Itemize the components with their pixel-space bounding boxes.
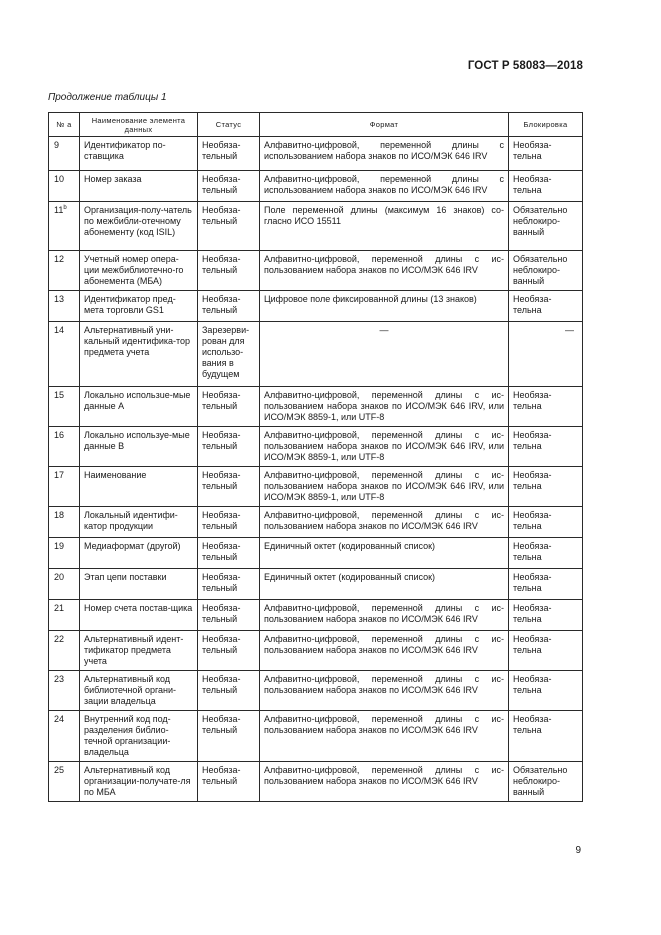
cell-number: 23 <box>49 671 80 711</box>
cell-lock: Необяза-тельна <box>509 137 583 171</box>
table-row <box>49 467 583 507</box>
table-row <box>49 427 583 467</box>
cell-lock: Необяза-тельна <box>509 467 583 507</box>
cell-number: 13 <box>49 291 80 322</box>
cell-lock: Необяза-тельна <box>509 291 583 322</box>
cell-number: 20 <box>49 569 80 600</box>
cell-format: Алфавитно-цифровой, переменной длины с ис-пользованием набора знаков по ИСО/МЭК 646 IRV <box>260 631 509 671</box>
cell-number: 25 <box>49 762 80 802</box>
cell-name: Локально использue-мые данные А <box>80 387 198 427</box>
cell-number: 9 <box>49 137 80 171</box>
data-elements-table <box>48 112 583 802</box>
cell-lock: Необяза-тельна <box>509 569 583 600</box>
cell-status: Необяза-тельный <box>198 171 260 202</box>
table-caption: Продолжение таблицы 1 <box>48 92 167 103</box>
cell-lock: Обязательно неблокиро-ванный <box>509 762 583 802</box>
cell-number: 12 <box>49 251 80 291</box>
cell-name: Внутренний код под-разделения библио-течной организации-владельца <box>80 711 198 762</box>
table-row <box>49 322 583 387</box>
cell-number: 18 <box>49 507 80 538</box>
cell-status: Необяза-тельный <box>198 538 260 569</box>
cell-format: Единичный октет (кодированный список) <box>260 538 509 569</box>
cell-number: 14 <box>49 322 80 387</box>
cell-name: Идентификатор пред-мета торговли GS1 <box>80 291 198 322</box>
cell-status: Необяза-тельный <box>198 569 260 600</box>
cell-name: Номер заказа <box>80 171 198 202</box>
cell-lock: Обязательно неблокиро-ванный <box>509 202 583 251</box>
cell-status: Необяза-тельный <box>198 507 260 538</box>
cell-number: 11$^b$ <box>49 202 80 251</box>
cell-lock: — <box>509 322 583 387</box>
cell-lock: Необяза-тельна <box>509 600 583 631</box>
cell-name: Локальный идентифи-катор продукции <box>80 507 198 538</box>
cell-status: Необяза-тельный <box>198 251 260 291</box>
cell-format: Алфавитно-цифровой, переменной длины с ис-пользованием набора знаков по ИСО/МЭК 646 IRV <box>260 711 509 762</box>
table-row <box>49 202 583 251</box>
cell-status: Необяза-тельный <box>198 291 260 322</box>
cell-name: Альтернативный код библиотечной органи-зации владельца <box>80 671 198 711</box>
cell-format: Алфавитно-цифровой, переменной длины с ис-пользованием набора знаков по ИСО/МЭК 646 IRV, или ИСО/МЭК 8859-1, или UTF-8 <box>260 467 509 507</box>
cell-format: Алфавитно-цифровой, переменной длины с ис-пользованием набора знаков по ИСО/МЭК 646 IRV <box>260 600 509 631</box>
cell-status: Необяза-тельный <box>198 202 260 251</box>
cell-number: 10 <box>49 171 80 202</box>
cell-format: Алфавитно-цифровой, переменной длины с ис-пользованием набора знаков по ИСО/МЭК 646 IRV <box>260 507 509 538</box>
cell-name: Медиаформат (другой) <box>80 538 198 569</box>
page-number: 9 <box>575 845 581 856</box>
cell-name: Идентификатор по-ставщика <box>80 137 198 171</box>
cell-status: Необяза-тельный <box>198 711 260 762</box>
cell-name: Локально используе-мые данные В <box>80 427 198 467</box>
table-row <box>49 171 583 202</box>
cell-name: Наименование <box>80 467 198 507</box>
cell-format: Алфавитно-цифровой, переменной длины с использованием набора знаков по ИСО/МЭК 646 IRV <box>260 171 509 202</box>
table-header-row <box>49 113 583 137</box>
cell-number: 21 <box>49 600 80 631</box>
table-body <box>49 137 583 802</box>
cell-lock: Необяза-тельна <box>509 671 583 711</box>
cell-status: Необяза-тельный <box>198 387 260 427</box>
table-row <box>49 291 583 322</box>
cell-status: Необяза-тельный <box>198 137 260 171</box>
cell-format: Алфавитно-цифровой, переменной длины с использованием набора знаков по ИСО/МЭК 646 IRV <box>260 137 509 171</box>
cell-lock: Необяза-тельна <box>509 387 583 427</box>
table-row <box>49 538 583 569</box>
cell-name: Этап цепи поставки <box>80 569 198 600</box>
table-row <box>49 762 583 802</box>
cell-lock: Необяза-тельна <box>509 631 583 671</box>
cell-lock: Обязательно неблокиро-ванный <box>509 251 583 291</box>
table-row <box>49 671 583 711</box>
cell-lock: Необяза-тельна <box>509 538 583 569</box>
table-row <box>49 387 583 427</box>
cell-format: Алфавитно-цифровой, переменной длины с ис-пользованием набора знаков по ИСО/МЭК 646 IRV, или ИСО/МЭК 8859-1, или UTF-8 <box>260 387 509 427</box>
cell-format: Цифровое поле фиксированной длины (13 знаков) <box>260 291 509 322</box>
cell-name: Номер счета постав-щика <box>80 600 198 631</box>
col-header-status: Статус <box>198 113 260 137</box>
table-row <box>49 600 583 631</box>
table-row <box>49 251 583 291</box>
cell-name: Альтернативный идент-тификатор предмета учета <box>80 631 198 671</box>
table-row <box>49 711 583 762</box>
cell-number: 22 <box>49 631 80 671</box>
cell-status: Необяза-тельный <box>198 600 260 631</box>
cell-format: Поле переменной длины (максимум 16 знаков) со-гласно ИСО 15511 <box>260 202 509 251</box>
cell-number: 17 <box>49 467 80 507</box>
cell-format: Алфавитно-цифровой, переменной длины с ис-пользованием набора знаков по ИСО/МЭК 646 IRV <box>260 251 509 291</box>
cell-number: 19 <box>49 538 80 569</box>
cell-name: Альтернативный код организации-получате-ля по МБА <box>80 762 198 802</box>
document-code: ГОСТ Р 58083—2018 <box>467 60 583 72</box>
cell-number: 16 <box>49 427 80 467</box>
cell-number: 15 <box>49 387 80 427</box>
col-header-number: № а <box>49 113 80 137</box>
cell-format: Алфавитно-цифровой, переменной длины с ис-пользованием набора знаков по ИСО/МЭК 646 IRV <box>260 762 509 802</box>
col-header-lock: Блокировка <box>509 113 583 137</box>
cell-status: Необяза-тельный <box>198 631 260 671</box>
table-row <box>49 507 583 538</box>
cell-status: Необяза-тельный <box>198 467 260 507</box>
cell-format: Алфавитно-цифровой, переменной длины с ис-пользованием набора знаков по ИСО/МЭК 646 IRV, или ИСО/МЭК 8859-1, или UTF-8 <box>260 427 509 467</box>
cell-lock: Необяза-тельна <box>509 427 583 467</box>
cell-status: Необяза-тельный <box>198 427 260 467</box>
cell-status: Необяза-тельный <box>198 671 260 711</box>
table-row <box>49 631 583 671</box>
cell-name: Альтернативный уни-кальный идентифика-тор предмета учета <box>80 322 198 387</box>
col-header-name: Наименование элемента данных <box>80 113 198 137</box>
table-row <box>49 137 583 171</box>
cell-lock: Необяза-тельна <box>509 711 583 762</box>
cell-lock: Необяза-тельна <box>509 507 583 538</box>
col-header-format: Формат <box>260 113 509 137</box>
cell-status: Зарезерви-рован для использо-вания в будущем <box>198 322 260 387</box>
cell-name: Организация-полу-чатель по межбибли-отечному абонементу (код ISIL) <box>80 202 198 251</box>
cell-number: 24 <box>49 711 80 762</box>
cell-lock: Необяза-тельна <box>509 171 583 202</box>
cell-status: Необяза-тельный <box>198 762 260 802</box>
cell-format: — <box>260 322 509 387</box>
footnote-marker: b <box>63 205 67 211</box>
table-row <box>49 569 583 600</box>
cell-name: Учетный номер опера-ции межбиблиотечно-го абонемента (МБА) <box>80 251 198 291</box>
cell-format: Единичный октет (кодированный список) <box>260 569 509 600</box>
cell-format: Алфавитно-цифровой, переменной длины с ис-пользованием набора знаков по ИСО/МЭК 646 IRV <box>260 671 509 711</box>
